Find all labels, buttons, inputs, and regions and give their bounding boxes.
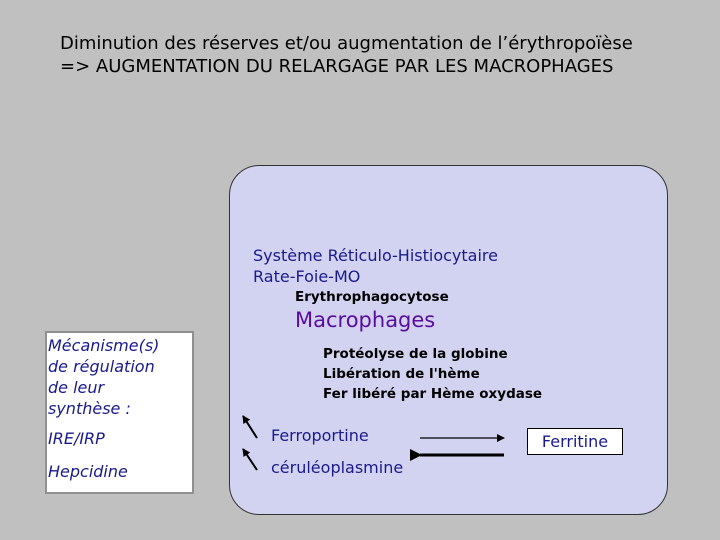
ceruloplasmine-label: céruléoplasmine: [271, 458, 404, 477]
macrophages-label: Macrophages: [295, 308, 436, 332]
ferritine-box: Ferritine: [527, 428, 623, 455]
ire-irp-regulation-arrow: [243, 416, 257, 438]
regulation-line-2: de régulation: [48, 357, 155, 376]
process-line-3: Fer libéré par Hème oxydase: [323, 386, 543, 402]
process-line-1: Protéolyse de la globine: [323, 346, 508, 362]
regulation-line-3: de leur: [48, 378, 105, 397]
title-line-1: Diminution des réserves et/ou augmentation de l’érythropoïèse: [60, 33, 633, 54]
ire-irp-label: IRE/IRP: [48, 429, 105, 448]
system-label-line-2: Rate-Foie-MO: [253, 267, 361, 286]
process-line-2: Libération de l'hème: [323, 366, 480, 382]
ferroportine-label: Ferroportine: [271, 426, 369, 445]
regulation-line-1: Mécanisme(s): [48, 336, 160, 355]
system-label-line-1: Système Réticulo-Histiocytaire: [253, 246, 498, 265]
regulation-line-4: synthèse :: [48, 399, 131, 418]
erythrophagocytose-label: Erythrophagocytose: [295, 289, 449, 305]
title-line-2: => AUGMENTATION DU RELARGAGE PAR LES MACROPHAGES: [60, 56, 614, 77]
hepcidine-regulation-arrow: [243, 449, 257, 470]
hepcidine-label: Hepcidine: [48, 462, 128, 481]
